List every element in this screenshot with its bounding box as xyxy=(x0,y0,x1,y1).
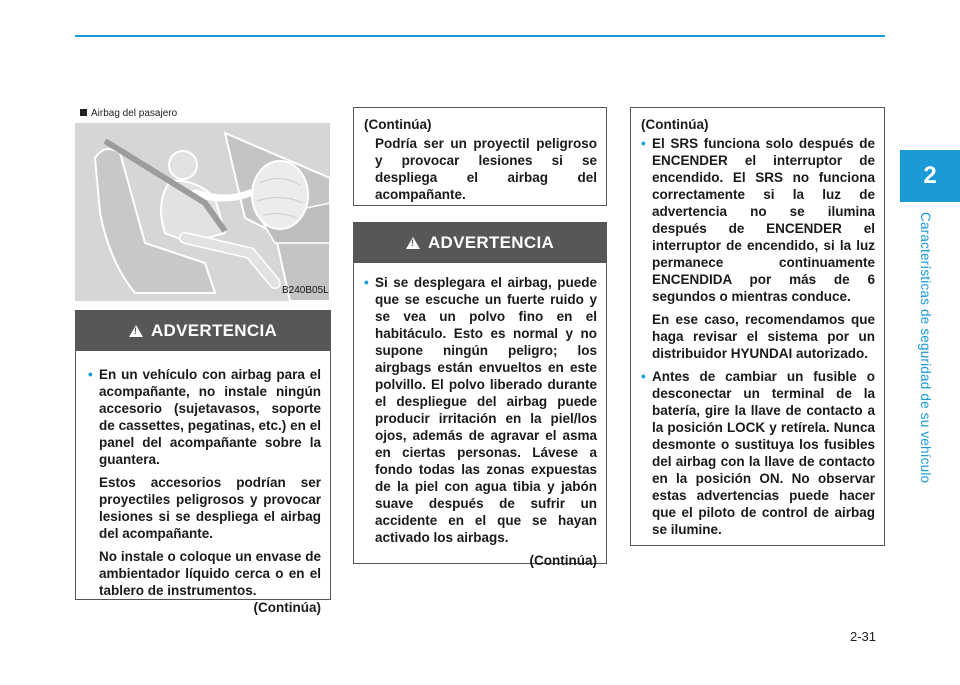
warning-header xyxy=(354,223,606,263)
warning-triangle-icon xyxy=(129,325,143,337)
continued-label: (Continúa) xyxy=(364,117,432,132)
passenger-airbag-drawing xyxy=(75,123,330,301)
continued-box-middle xyxy=(353,107,607,206)
airbag-illustration xyxy=(75,123,330,301)
warning-box-left xyxy=(75,310,331,615)
continued-box-right xyxy=(630,107,885,546)
continued-bullet: • Antes de cambiar un fusible o desconectar un terminal de la batería, gire la llave de contacto a la posición LOCK y retírela. Nunca desmonte o sustituya los fusibles del airbag con la llave de contacto en la posición ON. No observar estas advertencias puede hacer que el piloto de control de airbag se ilumine. xyxy=(641,368,875,538)
chapter-title: Características de seguridad de su vehículo xyxy=(918,212,933,484)
warning-heading: ADVERTENCIA xyxy=(150,321,278,340)
continued-paragraph: En ese caso, recomendamos que haga revisar el sistema por un distribuidor HYUNDAI autorizado. xyxy=(652,312,875,361)
figure-code: B240B05L xyxy=(282,285,329,296)
continued-label: (Continúa) xyxy=(641,117,709,132)
header-rule xyxy=(75,35,885,37)
continued-label: (Continúa) xyxy=(529,553,597,568)
continued-paragraph: Podría ser un proyectil peligroso y provocar lesiones si se despliega el airbag del acompañante. xyxy=(375,136,597,202)
warning-box-middle xyxy=(353,222,607,568)
figure-caption-text: Airbag del pasajero xyxy=(91,108,178,119)
chapter-number-tab: 2 xyxy=(900,150,960,202)
page-number: 2-31 xyxy=(850,629,877,644)
continued-label: (Continúa) xyxy=(253,600,321,615)
figure-caption xyxy=(80,108,177,119)
warning-paragraph: No instale o coloque un envase de ambientador líquido cerca o en el tablero de instrumentos. xyxy=(99,549,321,598)
warning-bullet: • Si se desplegara el airbag, puede que se escuche un fuerte ruido y se vea un polvo fino en el habitáculo. Esto es normal y no supone ningún peligro; los airgbags están envueltos en este polvillo. El polvo liberado durante el despliegue del airbag puede producir irritación en la piel/los ojos, además de agravar el asma en ciertas personas. Lávese a fondo todas las zonas expuestas de la piel con agua tibia y jabón suave después de sufrir un accidente en el que se hayan activado los airbags. xyxy=(364,274,597,546)
square-bullet-icon xyxy=(80,109,87,116)
warning-bullet: • En un vehículo con airbag para el acompañante, no instale ningún accesorio (sujetavasos, soporte de cassettes, pegatinas, etc.) en el panel del acompañante sobre la guantera. xyxy=(88,366,321,468)
continued-bullet: • El SRS funciona solo después de ENCENDER el interruptor de encendido. El SRS no funciona correctamente si la luz de advertencia no se ilumina después de ENCENDER el interruptor de encendido, si la luz permanece continuamente ENCENDIDA por más de 6 segundos o mientras conduce. xyxy=(641,135,875,305)
warning-triangle-icon xyxy=(406,237,420,249)
warning-heading: ADVERTENCIA xyxy=(427,233,555,252)
warning-paragraph: Estos accesorios podrían ser proyectiles peligrosos y provocar lesiones si se despliega el airbag del acompañante. xyxy=(99,475,321,541)
warning-header xyxy=(76,311,330,351)
